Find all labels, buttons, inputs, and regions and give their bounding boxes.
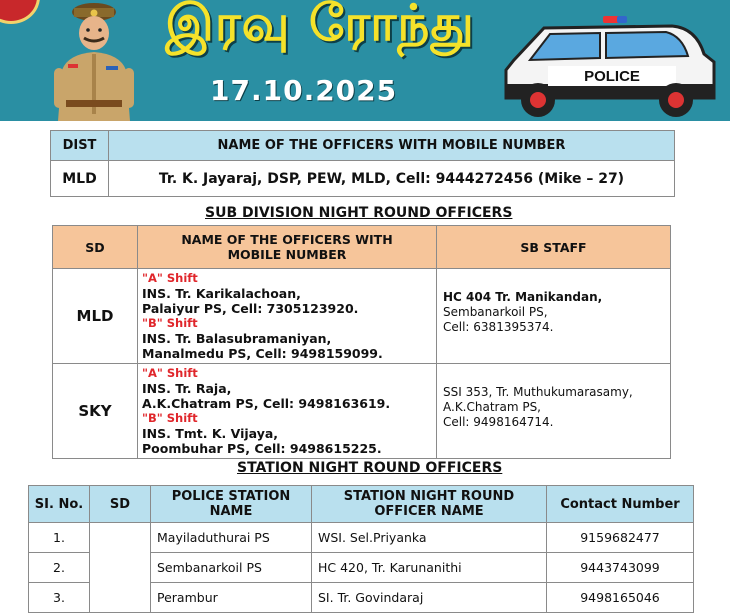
header-officer-name: STATION NIGHT ROUND OFFICER NAME [312, 486, 547, 523]
police-officer-icon [48, 0, 140, 121]
police-station-cell: Perambur [151, 583, 312, 613]
police-seal-icon [0, 0, 40, 24]
sb-staff-station: A.K.Chatram PS, [443, 400, 541, 414]
table-row [29, 523, 694, 553]
sb-staff-cell [437, 364, 671, 459]
header-sd: SD [90, 486, 151, 523]
header-police-station: POLICE STATION NAME [151, 486, 312, 523]
police-station-cell: Mayiladuthurai PS [151, 523, 312, 553]
sb-staff-cell-number: Cell: 9498164714. [443, 415, 554, 429]
officer-name-cell: SI. Tr. Govindaraj [312, 583, 547, 613]
officer-name-cell: WSI. Sel.Priyanka [312, 523, 547, 553]
table-row [51, 161, 675, 197]
police-station-cell: Sembanarkoil PS [151, 553, 312, 583]
car-police-label: POLICE [584, 68, 640, 85]
b-shift-officer: INS. Tmt. K. Vijaya, [142, 426, 279, 441]
header-officers-mobile: NAME OF THE OFFICERS WITH MOBILE NUMBER [138, 226, 437, 269]
b-shift-contact: Poombuhar PS, Cell: 9498615225. [142, 441, 382, 456]
sb-staff-cell [437, 269, 671, 364]
a-shift-officer: INS. Tr. Raja, [142, 381, 232, 396]
subdivision-heading: SUB DIVISION NIGHT ROUND OFFICERS [205, 205, 513, 221]
contact-cell: 9498165046 [547, 583, 694, 613]
a-shift-label: "A" Shift [142, 366, 198, 380]
police-car-icon [500, 14, 722, 120]
header-contact: Contact Number [547, 486, 694, 523]
a-shift-contact: Palaiyur PS, Cell: 7305123920. [142, 301, 359, 316]
table-row [53, 364, 671, 459]
sb-staff-station: Sembanarkoil PS, [443, 305, 548, 319]
district-officer-table [50, 130, 675, 197]
sd-cell [90, 523, 151, 613]
b-shift-label: "B" Shift [142, 411, 198, 425]
si-no-cell: 1. [29, 523, 90, 553]
sb-staff-cell-number: Cell: 6381395374. [443, 320, 554, 334]
banner-date: 17.10.2025 [210, 74, 398, 107]
banner [0, 0, 730, 121]
a-shift-contact: A.K.Chatram PS, Cell: 9498163619. [142, 396, 391, 411]
officer-cell: Tr. K. Jayaraj, DSP, PEW, MLD, Cell: 9444272456 (Mike – 27) [109, 161, 675, 197]
contact-cell: 9443743099 [547, 553, 694, 583]
si-no-cell: 2. [29, 553, 90, 583]
a-shift-label: "A" Shift [142, 271, 198, 285]
header-sb-staff: SB STAFF [437, 226, 671, 269]
station-heading: STATION NIGHT ROUND OFFICERS [237, 460, 503, 476]
header-officers: NAME OF THE OFFICERS WITH MOBILE NUMBER [109, 131, 675, 161]
si-no-cell: 3. [29, 583, 90, 613]
sb-staff-name: SSI 353, Tr. Muthukumarasamy, [443, 385, 633, 399]
officer-name-cell: HC 420, Tr. Karunanithi [312, 553, 547, 583]
b-shift-label: "B" Shift [142, 316, 198, 330]
a-shift-officer: INS. Tr. Karikalachoan, [142, 286, 301, 301]
header-sd: SD [53, 226, 138, 269]
contact-cell: 9159682477 [547, 523, 694, 553]
banner-title: இரவு ரோந்து [165, 0, 475, 52]
shift-officers-cell [138, 269, 437, 364]
b-shift-contact: Manalmedu PS, Cell: 9498159099. [142, 346, 383, 361]
sd-cell: SKY [53, 364, 138, 459]
dist-cell: MLD [51, 161, 109, 197]
sb-staff-name: HC 404 Tr. Manikandan, [443, 290, 603, 304]
table-row [53, 269, 671, 364]
subdivision-table [52, 225, 671, 459]
shift-officers-cell [138, 364, 437, 459]
b-shift-officer: INS. Tr. Balasubramaniyan, [142, 331, 332, 346]
sd-cell: MLD [53, 269, 138, 364]
header-dist: DIST [51, 131, 109, 161]
station-table [28, 485, 694, 613]
header-si-no: SI. No. [29, 486, 90, 523]
